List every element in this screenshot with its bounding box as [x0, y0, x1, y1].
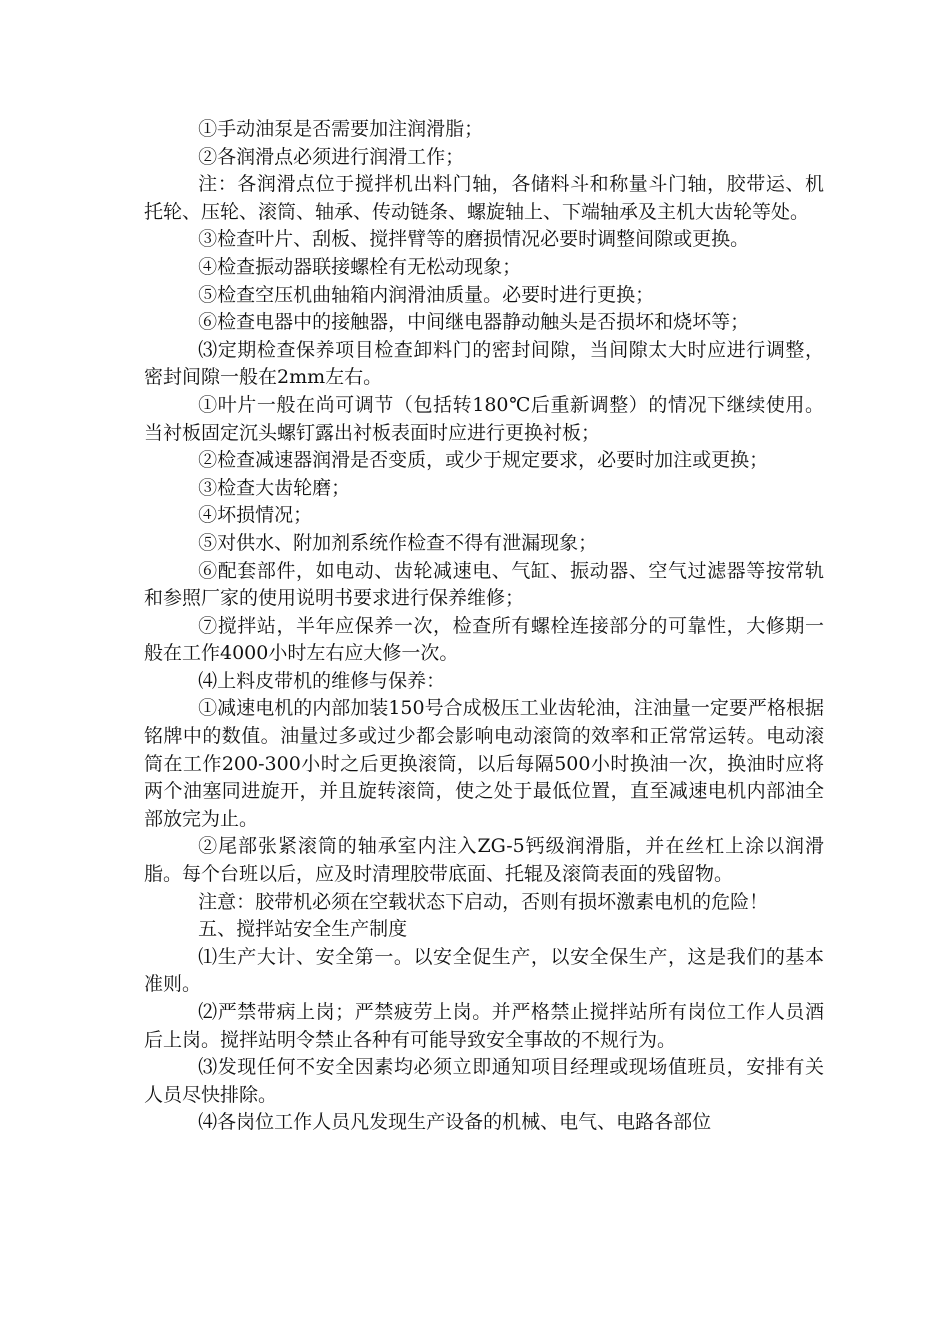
paragraph: ⑦搅拌站，半年应保养一次，检查所有螺栓连接部分的可靠性，大修期一般在工作4000小时左右应大修一次。 [144, 614, 824, 665]
paragraph: 注：各润滑点位于搅拌机出料门轴，各储料斗和称量斗门轴，胶带运、机托轮、压轮、滚筒、轴承、传动链条、螺旋轴上、下端轴承及主机大齿轮等处。 [144, 173, 824, 223]
paragraph: 注意：胶带机必须在空载状态下启动，否则有损坏激素电机的危险！ [198, 890, 769, 913]
paragraph: ⑷各岗位工作人员凡发现生产设备的机械、电气、电路各部位 [198, 1111, 712, 1134]
paragraph: ⑶定期检查保养项目检查卸料门的密封间隙，当间隙太大时应进行调整，密封间隙一般在2mm左右。 [144, 338, 824, 389]
paragraph: ⑤检查空压机曲轴箱内润滑油质量。必要时进行更换； [198, 283, 655, 306]
paragraph: ⑴生产大计、安全第一。以安全促生产，以安全保生产，这是我们的基本准则。 [144, 945, 824, 996]
paragraph: ④检查振动器联接螺栓有无松动现象； [198, 255, 522, 278]
paragraph: ②尾部张紧滚筒的轴承室内注入ZG-5钙级润滑脂，并在丝杠上涂以润滑脂。每个台班以后，应及时清理胶带底面、托辊及滚筒表面的残留物。 [144, 835, 824, 886]
paragraph: ③检查叶片、刮板、搅拌臂等的磨损情况必要时调整间隙或更换。 [198, 228, 750, 251]
paragraph: ④坏损情况； [198, 504, 313, 527]
paragraph: ②检查减速器润滑是否变质，或少于规定要求，必要时加注或更换； [198, 449, 769, 472]
section-heading: 五、搅拌站安全生产制度 [198, 918, 408, 941]
paragraph: ③检查大齿轮磨； [198, 476, 351, 499]
paragraph: ⑥配套部件，如电动、齿轮减速电、气缸、振动器、空气过滤器等按常轨和参照厂家的使用说明书要求进行保养维修； [144, 559, 824, 610]
paragraph: ⑶发现任何不安全因素均必须立即通知项目经理或现场值班员，安排有关人员尽快排除。 [144, 1056, 824, 1106]
paragraph: ①叶片一般在尚可调节（包括转180℃后重新调整）的情况下继续使用。当衬板固定沉头螺钉露出衬板表面时应进行更换衬板； [144, 393, 824, 444]
paragraph: ①减速电机的内部加装150号合成极压工业齿轮油，注油量一定要严格根据铭牌中的数值。油量过多或过少都会影响电动滚筒的效率和正常常运转。电动滚筒在工作200-300小时之后更换滚筒，以后每隔500小时换油一次，换油时应将两个油塞同进旋开，并且旋转滚筒，使之处于最低位置，直至减速电机内部油全部放完为止。 [144, 697, 824, 830]
paragraph: ⑥检查电器中的接触器，中间继电器静动触头是否损坏和烧坏等； [198, 311, 750, 334]
paragraph: ②各润滑点必须进行润滑工作； [198, 145, 465, 168]
paragraph: ⑷上料皮带机的维修与保养： [198, 669, 446, 692]
paragraph: ⑵严禁带病上岗；严禁疲劳上岗。并严格禁止搅拌站所有岗位工作人员酒后上岗。搅拌站明令禁止各种有可能导致安全事故的不规行为。 [144, 1001, 824, 1051]
paragraph: ⑤对供水、附加剂系统作检查不得有泄漏现象； [198, 531, 598, 554]
paragraph: ①手动油泵是否需要加注润滑脂； [198, 118, 484, 140]
document-body [144, 116, 824, 1137]
